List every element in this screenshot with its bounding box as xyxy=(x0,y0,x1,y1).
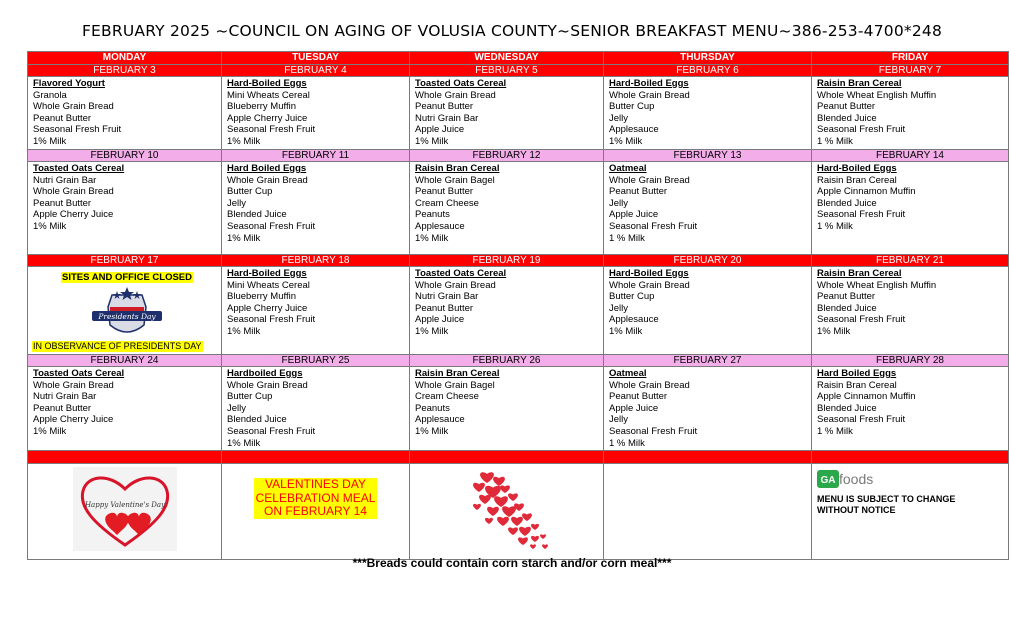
heart-shape xyxy=(518,537,528,545)
date-cell-monday: FEBRUARY 24 xyxy=(28,355,222,367)
meal-item: Peanuts xyxy=(415,402,450,414)
meal-item: 1% Milk xyxy=(33,425,67,437)
meal-item: Cream Cheese xyxy=(415,197,479,209)
meal-item: Whole Grain Bread xyxy=(227,379,308,391)
heart-shape xyxy=(522,513,532,521)
date-cell-thursday: FEBRUARY 27 xyxy=(604,355,812,367)
meal-item: Whole Grain Bread xyxy=(609,279,690,291)
meal-item: Jelly xyxy=(609,197,629,209)
empty-cell xyxy=(604,464,812,560)
meal-item: Whole Grain Bread xyxy=(609,89,690,101)
meal-item: Seasonal Fresh Fruit xyxy=(227,425,316,437)
meal-item: Nutri Grain Bar xyxy=(33,174,97,186)
valentines-meal-cell xyxy=(222,464,410,560)
meal-item: 1% Milk xyxy=(415,325,449,337)
meal-item: 1% Milk xyxy=(817,325,851,337)
meal-item: Seasonal Fresh Fruit xyxy=(817,124,906,136)
heart-shape xyxy=(493,477,505,486)
meal-item: Seasonal Fresh Fruit xyxy=(817,414,906,426)
date-cell-friday: FEBRUARY 28 xyxy=(812,355,1009,367)
meal-cell-friday xyxy=(812,367,1009,451)
meal-item: Blended Juice xyxy=(817,402,877,414)
meal-item: Peanut Butter xyxy=(609,186,668,198)
heart-shape xyxy=(530,544,536,549)
date-cell-tuesday: FEBRUARY 25 xyxy=(222,355,410,367)
day-header-monday: MONDAY xyxy=(28,52,222,65)
meal-main-item: Oatmeal xyxy=(609,163,647,174)
meal-item: Peanuts xyxy=(415,209,450,221)
meal-item: Applesauce xyxy=(609,314,659,326)
bottom-row xyxy=(28,464,1009,560)
change-note-line: WITHOUT NOTICE xyxy=(817,505,896,516)
meal-main-item: Hard Boiled Eggs xyxy=(817,368,897,379)
meal-item: 1 % Milk xyxy=(609,437,645,449)
meal-cell-friday xyxy=(812,162,1009,255)
meal-item: Whole Wheat English Muffin xyxy=(817,279,937,291)
meal-item: Peanut Butter xyxy=(33,197,92,209)
meal-item: Butter Cup xyxy=(227,186,273,198)
date-cell-wednesday: FEBRUARY 19 xyxy=(410,255,604,267)
meal-item: 1% Milk xyxy=(609,135,643,147)
meal-cell-thursday xyxy=(604,77,812,150)
heart-shape xyxy=(540,534,546,539)
meal-item: 1% Milk xyxy=(33,135,67,147)
date-cell-wednesday: FEBRUARY 5 xyxy=(410,65,604,77)
date-row xyxy=(28,65,1009,77)
meal-row xyxy=(28,367,1009,451)
meal-item: 1 % Milk xyxy=(609,232,645,244)
meal-cell-tuesday xyxy=(222,367,410,451)
meal-item: Seasonal Fresh Fruit xyxy=(609,220,698,232)
menu-change-note xyxy=(817,494,1008,516)
meal-cell-friday xyxy=(812,267,1009,355)
meal-main-item: Hard-Boiled Eggs xyxy=(609,268,689,279)
valentine-heart-image xyxy=(73,467,177,551)
meal-item: Nutri Grain Bar xyxy=(33,391,97,403)
heart-shape xyxy=(480,472,494,483)
meal-item: Peanut Butter xyxy=(33,112,92,124)
gafoods-logo-mark xyxy=(817,470,839,488)
meal-item: Apple Juice xyxy=(609,402,659,414)
meal-item: 1% Milk xyxy=(227,135,261,147)
heart-shape xyxy=(519,527,531,536)
meal-item: 1 % Milk xyxy=(817,220,853,232)
meal-item: Seasonal Fresh Fruit xyxy=(817,314,906,326)
spacer-cell xyxy=(410,451,604,464)
meal-item: Cream Cheese xyxy=(415,391,479,403)
spacer-cell xyxy=(222,451,410,464)
meal-item: Applesauce xyxy=(415,220,465,232)
meal-cell-monday xyxy=(28,162,222,255)
meal-item: Jelly xyxy=(609,414,629,426)
date-cell-tuesday: FEBRUARY 4 xyxy=(222,65,410,77)
meal-item: Jelly xyxy=(227,402,247,414)
meal-main-item: Toasted Oats Cereal xyxy=(33,368,125,379)
meal-item: Whole Grain Bread xyxy=(33,101,114,113)
meal-item: Nutri Grain Bar xyxy=(415,112,479,124)
meal-item: Whole Grain Bread xyxy=(609,379,690,391)
valentine-image-text: Happy Valentine's Day xyxy=(84,501,165,509)
meal-main-item: Raisin Bran Cereal xyxy=(415,163,500,174)
meal-cell-wednesday xyxy=(410,267,604,355)
closed-note: IN OBSERVANCE OF PRESIDENTS DAY xyxy=(33,341,202,351)
meal-item: 1% Milk xyxy=(227,437,261,449)
heart-shape xyxy=(473,483,485,492)
meal-item: Peanut Butter xyxy=(609,391,668,403)
meal-item: Seasonal Fresh Fruit xyxy=(817,209,906,221)
meal-item: Raisin Bran Cereal xyxy=(817,379,897,391)
breads-footnote: ***Breads could contain corn starch and/or corn meal*** xyxy=(352,556,672,570)
meal-main-item: Hardboiled Eggs xyxy=(227,368,303,379)
vendor-cell xyxy=(812,464,1009,560)
meal-item: Apple Cherry Juice xyxy=(227,302,308,314)
meal-item: Apple Juice xyxy=(609,209,659,221)
date-cell-thursday: FEBRUARY 6 xyxy=(604,65,812,77)
meal-main-item: Toasted Oats Cereal xyxy=(33,163,125,174)
meal-main-item: Oatmeal xyxy=(609,368,647,379)
heart-shape xyxy=(473,504,481,510)
closed-notice-cell xyxy=(28,267,222,355)
date-cell-monday: FEBRUARY 10 xyxy=(28,150,222,162)
meal-item: 1 % Milk xyxy=(817,425,853,437)
meal-item: Whole Grain Bread xyxy=(415,279,496,291)
date-cell-friday: FEBRUARY 7 xyxy=(812,65,1009,77)
spacer-cell xyxy=(604,451,812,464)
meal-cell-thursday xyxy=(604,367,812,451)
valentines-meal-text xyxy=(254,478,378,519)
meal-item: 1 % Milk xyxy=(817,135,853,147)
meal-cell-friday xyxy=(812,77,1009,150)
meal-item: Butter Cup xyxy=(227,391,273,403)
meal-item: 1% Milk xyxy=(227,325,261,337)
meal-item: Raisin Bran Cereal xyxy=(817,174,897,186)
heart-shape xyxy=(487,507,499,516)
heart-shape xyxy=(511,517,523,526)
meal-item: Mini Wheats Cereal xyxy=(227,279,310,291)
meal-item: Peanut Butter xyxy=(415,101,474,113)
presidents-day-logo-text: Presidents Day xyxy=(98,311,156,321)
meal-item: 1% Milk xyxy=(33,220,67,232)
meal-item: Blended Juice xyxy=(817,302,877,314)
meal-item: Seasonal Fresh Fruit xyxy=(33,124,122,136)
meal-item: Peanut Butter xyxy=(817,101,876,113)
meal-item: Whole Grain Bread xyxy=(415,89,496,101)
meal-item: Peanut Butter xyxy=(33,402,92,414)
spacer-cell xyxy=(28,451,222,464)
gafoods-logo xyxy=(817,470,1008,488)
meal-item: 1% Milk xyxy=(227,232,261,244)
date-cell-friday: FEBRUARY 14 xyxy=(812,150,1009,162)
meal-cell-tuesday xyxy=(222,162,410,255)
meal-main-item: Hard-Boiled Eggs xyxy=(817,163,897,174)
date-row xyxy=(28,150,1009,162)
meal-main-item: Toasted Oats Cereal xyxy=(415,78,507,89)
heart-shape xyxy=(485,518,493,524)
change-note-line: MENU IS SUBJECT TO CHANGE xyxy=(817,494,956,505)
meal-row xyxy=(28,267,1009,355)
date-cell-wednesday: FEBRUARY 26 xyxy=(410,355,604,367)
meal-main-item: Raisin Bran Cereal xyxy=(415,368,500,379)
meal-item: Applesauce xyxy=(415,414,465,426)
meal-item: 1% Milk xyxy=(415,425,449,437)
gafoods-logo-text: foods xyxy=(839,471,874,487)
meal-main-item: Flavored Yogurt xyxy=(33,78,105,89)
meal-item: Nutri Grain Bar xyxy=(415,291,479,303)
meal-cell-monday xyxy=(28,77,222,150)
meal-main-item: Toasted Oats Cereal xyxy=(415,268,507,279)
meal-item: Blended Juice xyxy=(227,414,287,426)
scattered-hearts-image xyxy=(457,466,557,554)
meal-item: Whole Grain Bagel xyxy=(415,174,495,186)
meal-item: Seasonal Fresh Fruit xyxy=(227,314,316,326)
valentine-image-cell xyxy=(28,464,222,560)
heart-shape xyxy=(542,544,548,549)
meal-item: Apple Cherry Juice xyxy=(227,112,308,124)
date-row xyxy=(28,255,1009,267)
meal-item: Whole Grain Bread xyxy=(609,174,690,186)
date-cell-monday: FEBRUARY 17 xyxy=(28,255,222,267)
meal-item: Apple Juice xyxy=(415,314,465,326)
closed-title: SITES AND OFFICE CLOSED xyxy=(61,272,193,283)
meal-item: Apple Cinnamon Muffin xyxy=(817,391,916,403)
meal-item: 1% Milk xyxy=(609,325,643,337)
meal-item: Seasonal Fresh Fruit xyxy=(609,425,698,437)
heart-shape xyxy=(494,496,508,507)
meal-item: Blended Juice xyxy=(817,197,877,209)
heart-shape xyxy=(508,527,518,535)
spacer-cell xyxy=(812,451,1009,464)
presidents-day-logo xyxy=(88,285,166,341)
meal-item: Butter Cup xyxy=(609,291,655,303)
meal-item: Applesauce xyxy=(609,124,659,136)
meal-item: Seasonal Fresh Fruit xyxy=(227,220,316,232)
meal-item: Butter Cup xyxy=(609,101,655,113)
date-cell-tuesday: FEBRUARY 18 xyxy=(222,255,410,267)
meal-item: Whole Wheat English Muffin xyxy=(817,89,937,101)
meal-item: Granola xyxy=(33,89,67,101)
meal-item: Whole Grain Bagel xyxy=(415,379,495,391)
valentines-line: ON FEBRUARY 14 xyxy=(264,504,367,518)
heart-shape xyxy=(531,536,539,542)
meal-cell-thursday xyxy=(604,267,812,355)
meal-item: Blueberry Muffin xyxy=(227,101,296,113)
meal-item: Blended Juice xyxy=(817,112,877,124)
meal-cell-monday xyxy=(28,367,222,451)
meal-item: Apple Juice xyxy=(415,124,465,136)
day-header-tuesday: TUESDAY xyxy=(222,52,410,65)
meal-item: Seasonal Fresh Fruit xyxy=(227,124,316,136)
heart-shape xyxy=(500,485,510,493)
meal-item: Apple Cherry Juice xyxy=(33,209,114,221)
spacer-row xyxy=(28,451,1009,464)
meal-cell-tuesday xyxy=(222,267,410,355)
heart-shape xyxy=(497,517,509,526)
meal-item: Whole Grain Bread xyxy=(33,186,114,198)
meal-cell-wednesday xyxy=(410,162,604,255)
meal-row xyxy=(28,162,1009,255)
day-header-wednesday: WEDNESDAY xyxy=(410,52,604,65)
date-cell-wednesday: FEBRUARY 12 xyxy=(410,150,604,162)
meal-item: Blueberry Muffin xyxy=(227,291,296,303)
date-cell-thursday: FEBRUARY 20 xyxy=(604,255,812,267)
menu-title: FEBRUARY 2025 ~COUNCIL ON AGING OF VOLUSIA COUNTY~SENIOR BREAKFAST MENU~386-253-4700*248 xyxy=(81,22,943,40)
hearts-cell xyxy=(410,464,604,560)
heart-shape xyxy=(531,524,539,530)
heart-shape xyxy=(479,495,491,504)
gafoods-logo-mark-text: GA xyxy=(820,475,836,486)
date-cell-tuesday: FEBRUARY 11 xyxy=(222,150,410,162)
day-header-thursday: THURSDAY xyxy=(604,52,812,65)
meal-item: 1% Milk xyxy=(415,232,449,244)
meal-row xyxy=(28,77,1009,150)
meal-item: Jelly xyxy=(609,302,629,314)
date-row xyxy=(28,355,1009,367)
valentines-line: CELEBRATION MEAL xyxy=(255,490,376,505)
meal-cell-tuesday xyxy=(222,77,410,150)
meal-item: 1% Milk xyxy=(415,135,449,147)
meal-item: Apple Cinnamon Muffin xyxy=(817,186,916,198)
date-cell-monday: FEBRUARY 3 xyxy=(28,65,222,77)
meal-item: Peanut Butter xyxy=(817,291,876,303)
heart-shape xyxy=(508,493,518,501)
meal-cell-thursday xyxy=(604,162,812,255)
heart-shape xyxy=(502,506,516,517)
meal-main-item: Hard Boiled Eggs xyxy=(227,163,307,174)
meal-item: Jelly xyxy=(609,112,629,124)
meal-item: Peanut Butter xyxy=(415,302,474,314)
meal-cell-wednesday xyxy=(410,77,604,150)
meal-main-item: Raisin Bran Cereal xyxy=(817,78,902,89)
day-header-friday: FRIDAY xyxy=(812,52,1009,65)
meal-item: Mini Wheats Cereal xyxy=(227,89,310,101)
valentines-line: VALENTINES DAY xyxy=(265,477,366,491)
meal-item: Blended Juice xyxy=(227,209,287,221)
menu-table xyxy=(27,51,1009,560)
meal-item: Whole Grain Bread xyxy=(33,379,114,391)
meal-main-item: Hard-Boiled Eggs xyxy=(227,268,307,279)
meal-item: Jelly xyxy=(227,197,247,209)
meal-cell-wednesday xyxy=(410,367,604,451)
meal-item: Apple Cherry Juice xyxy=(33,414,114,426)
meal-main-item: Hard-Boiled Eggs xyxy=(227,78,307,89)
date-cell-friday: FEBRUARY 21 xyxy=(812,255,1009,267)
date-cell-thursday: FEBRUARY 13 xyxy=(604,150,812,162)
day-header-row xyxy=(28,52,1009,65)
meal-main-item: Hard-Boiled Eggs xyxy=(609,78,689,89)
meal-item: Peanut Butter xyxy=(415,186,474,198)
meal-main-item: Raisin Bran Cereal xyxy=(817,268,902,279)
meal-item: Whole Grain Bread xyxy=(227,174,308,186)
